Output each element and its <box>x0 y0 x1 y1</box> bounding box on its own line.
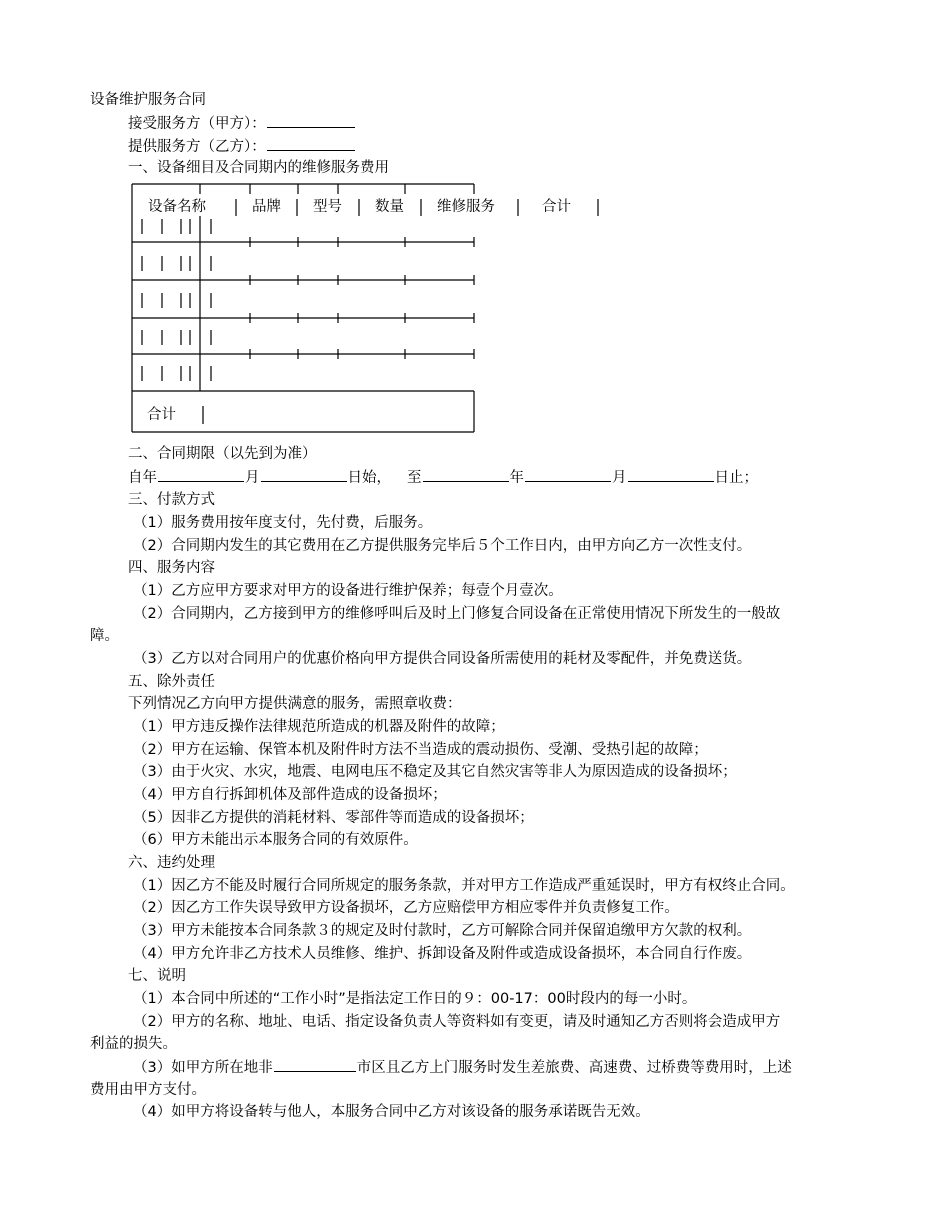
service-clause-1: （1）乙方应甲方要求对甲方的设备进行维护保养；每壹个月壹次。 <box>133 583 563 599</box>
document-title: 设备维护服务合同 <box>90 92 206 108</box>
exclusion-clause-4: （4）甲方自行拆卸机体及部件造成的设备损坏； <box>133 787 447 803</box>
section-5-heading: 五、除外责任 <box>128 674 215 690</box>
service-clause-3: （3）乙方以对合同用户的优惠价格向甲方提供合同设备所需使用的耗材及零配件，并免费送货。 <box>133 651 752 667</box>
period-month1: 月 <box>245 470 260 486</box>
party-b-label: 提供服务方（乙方）： <box>128 139 266 155</box>
end-month-blank[interactable] <box>525 467 611 482</box>
note-clause-1: （1）本合同中所述的“工作小时”是指法定工作日的９：00-17：00时段内的每一小时。 <box>133 991 697 1007</box>
note-3-suffix: 市区且乙方上门服务时发生差旅费、高速费、过桥费等费用时，上述 <box>356 1060 792 1076</box>
period-year2: 年 <box>509 470 524 486</box>
period-day-start: 日始， <box>347 470 391 486</box>
breach-clause-1: （1）因乙方不能及时履行合同所规定的服务条款，并对甲方工作造成严重延误时，甲方有权终止合同。 <box>133 878 795 894</box>
section-4-heading: 四、服务内容 <box>128 560 215 576</box>
section-2-heading: 二、合同期限（以先到为准） <box>128 446 317 462</box>
start-year-blank[interactable] <box>158 467 244 482</box>
total-row-label: 合计 <box>147 407 176 423</box>
payment-clause-1: （1）服务费用按年度支付，先付费，后服务。 <box>133 515 433 531</box>
end-day-blank[interactable] <box>628 467 714 482</box>
section-3-heading: 三、付款方式 <box>128 492 215 508</box>
start-month-blank[interactable] <box>261 467 347 482</box>
col-header-model: 型号 <box>313 199 342 215</box>
period-month2: 月 <box>612 470 627 486</box>
note-clause-4: （4）如甲方将设备转与他人，本服务合同中乙方对该设备的服务承诺既告无效。 <box>133 1104 650 1120</box>
payment-clause-2: （2）合同期内发生的其它费用在乙方提供服务完毕后５个工作日内，由甲方向乙方一次性支付。 <box>133 538 752 554</box>
row-bars <box>142 219 211 381</box>
period-from-prefix: 自年 <box>128 470 157 486</box>
section-1-heading: 一、设备细目及合同期内的维修服务费用 <box>128 160 389 176</box>
note-clause-3-line2: 费用由甲方支付。 <box>90 1082 206 1098</box>
exclusion-clause-6: （6）甲方未能出示本服务合同的有效原件。 <box>133 832 418 848</box>
exclusion-clause-2: （2）甲方在运输、保管本机及附件时方法不当造成的震动损伤、受潮、受热引起的故障； <box>133 742 708 758</box>
breach-clause-3: （3）甲方未能按本合同条款３的规定及时付款时，乙方可解除合同并保留追缴甲方欠款的权利。 <box>133 923 752 939</box>
note-3-prefix: （3）如甲方所在地非 <box>133 1060 273 1076</box>
end-year-blank[interactable] <box>423 467 509 482</box>
exclusion-clause-5: （5）因非乙方提供的消耗材料、零部件等而造成的设备损坏； <box>133 810 534 826</box>
party-a-label: 接受服务方（甲方）： <box>128 116 266 132</box>
col-header-total: 合计 <box>542 199 571 215</box>
period-day-end: 日止； <box>714 470 758 486</box>
city-blank[interactable] <box>274 1057 356 1072</box>
table-grid <box>132 184 598 432</box>
service-clause-2-line1: （2）合同期内，乙方接到甲方的维修呼叫后及时上门修复合同设备在正常使用情况下所发生的一般故 <box>133 606 781 622</box>
row-ticks <box>250 237 474 359</box>
breach-clause-2: （2）因乙方工作失误导致甲方设备损坏，乙方应赔偿甲方相应零件并负责修复工作。 <box>133 900 679 916</box>
breach-clause-4: （4）甲方允许非乙方技术人员维修、维护、拆卸设备及附件或造成设备损坏，本合同自行作废。 <box>133 946 752 962</box>
note-clause-2-line1: （2）甲方的名称、地址、电话、指定设备负责人等资料如有变更，请及时通知乙方否则将会造成甲方 <box>133 1014 781 1030</box>
col-header-name: 设备名称 <box>148 199 206 215</box>
section-7-heading: 七、说明 <box>128 968 186 984</box>
col-header-service: 维修服务 <box>437 199 495 215</box>
contract-period-line <box>128 467 758 487</box>
col-header-quantity: 数量 <box>375 199 404 215</box>
exclusion-clause-1: （1）甲方违反操作法律规范所造成的机器及附件的故障； <box>133 719 505 735</box>
col-header-brand: 品牌 <box>252 199 281 215</box>
note-clause-3-line1 <box>133 1057 792 1077</box>
period-to: 至 <box>407 470 422 486</box>
row-lines <box>132 242 474 354</box>
exclusion-clause-3: （3）由于火灾、水灾，地震、电网电压不稳定及其它自然灾害等非人为原因造成的设备损坏； <box>133 764 737 780</box>
section-6-heading: 六、违约处理 <box>128 855 215 871</box>
service-clause-2-line2: 障。 <box>90 628 119 644</box>
note-clause-2-line2: 利益的损失。 <box>90 1036 177 1052</box>
exclusion-intro: 下列情况乙方向甲方提供满意的服务，需照章收费： <box>128 696 462 712</box>
